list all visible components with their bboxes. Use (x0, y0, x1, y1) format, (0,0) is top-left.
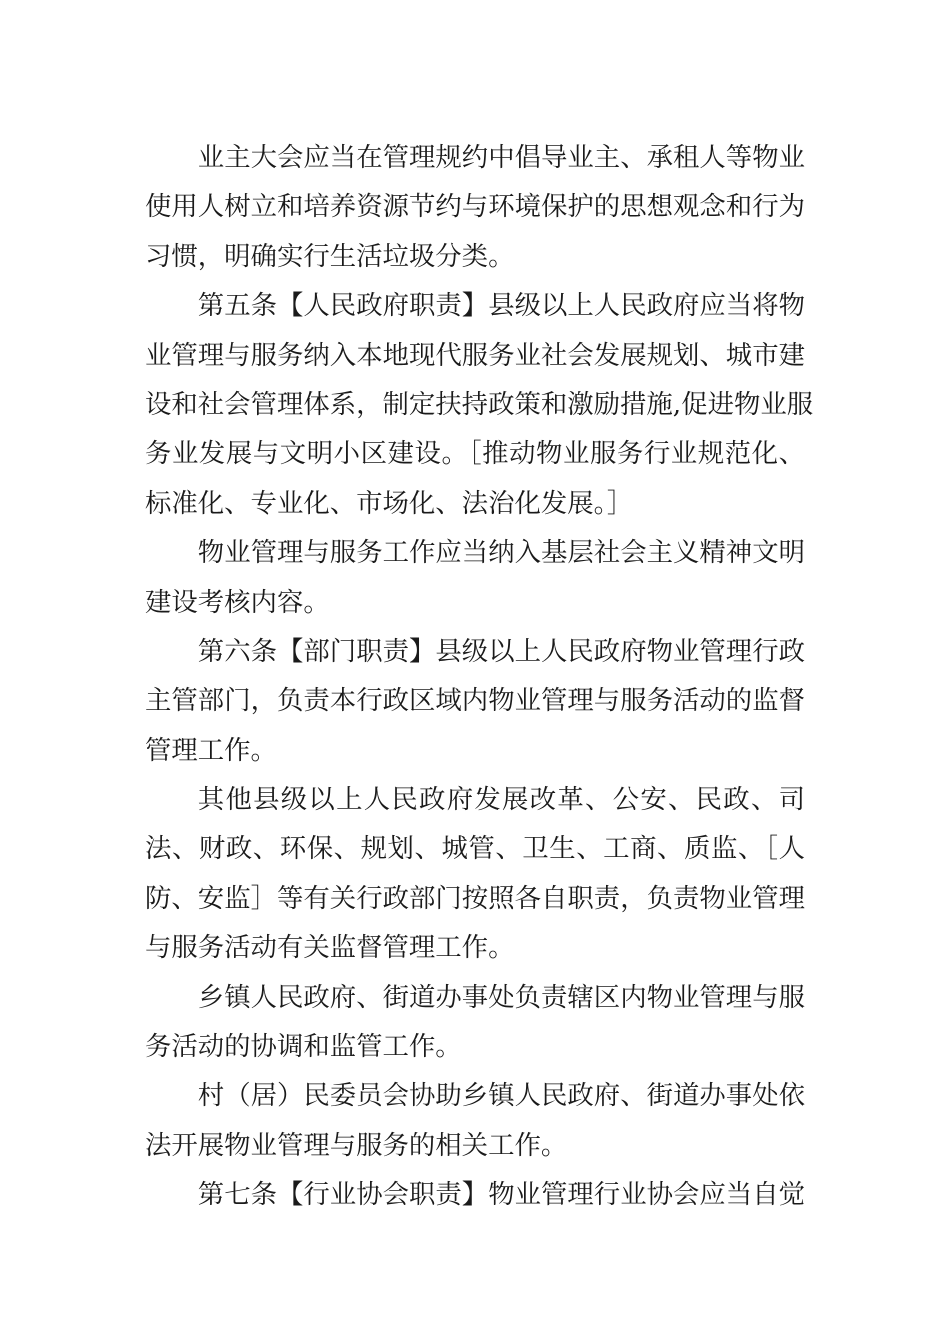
text-line: 第六条【部门职责】县级以上人民政府物业管理行政 (197, 635, 805, 667)
document-page (145, 133, 814, 1220)
text-line: 主管部门，负责本行政区域内物业管理与服务活动的监督 (145, 685, 805, 717)
text-line: 与服务活动有关监督管理工作。 (145, 932, 515, 964)
paragraph-owners-assembly (145, 133, 805, 281)
paragraph-article-5-civilization (145, 528, 805, 627)
paragraph-article-6-village (145, 1071, 805, 1170)
text-line: 物业管理与服务工作应当纳入基层社会主义精神文明 (197, 537, 805, 569)
text-line: 管理工作。 (145, 734, 277, 766)
text-line: 防、安监］等有关行政部门按照各自职责，负责物业管理 (145, 882, 805, 914)
text-line: 业管理与服务纳入本地现代服务业社会发展规划、城市建 (145, 339, 805, 371)
text-line: 其他县级以上人民政府发展改革、公安、民政、司 (197, 784, 805, 816)
text-line: 习惯，明确实行生活垃圾分类。 (145, 240, 515, 272)
paragraph-article-6 (145, 627, 805, 775)
text-line: 设和社会管理体系，制定扶持政策和激励措施,促进物业服 (145, 388, 814, 420)
paragraph-article-6-other-departments (145, 775, 805, 973)
paragraph-article-5 (145, 281, 814, 528)
text-line: 业主大会应当在管理规约中倡导业主、承租人等物业 (197, 142, 805, 173)
text-line: 务业发展与文明小区建设。［推动物业服务行业规范化、 (145, 438, 805, 470)
text-line: 务活动的协调和监管工作。 (145, 1031, 462, 1063)
text-line: 建设考核内容。 (145, 586, 330, 618)
text-line: 第五条【人民政府职责】县级以上人民政府应当将物 (197, 290, 805, 322)
text-line: 标准化、专业化、市场化、法治化发展。］ (145, 487, 634, 519)
paragraph-article-6-township (145, 973, 805, 1072)
paragraph-article-7 (145, 1170, 805, 1219)
text-line: 第七条【行业协会职责】物业管理行业协会应当自觉 (197, 1179, 805, 1211)
text-line: 使用人树立和培养资源节约与环境保护的思想观念和行为 (145, 191, 805, 223)
text-line: 法、财政、环保、规划、城管、卫生、工商、质监、［人 (145, 833, 805, 865)
text-line: 法开展物业管理与服务的相关工作。 (145, 1129, 568, 1161)
text-line: 乡镇人民政府、街道办事处负责辖区内物业管理与服 (197, 981, 805, 1013)
text-line: 村（居）民委员会协助乡镇人民政府、街道办事处依 (197, 1080, 805, 1112)
